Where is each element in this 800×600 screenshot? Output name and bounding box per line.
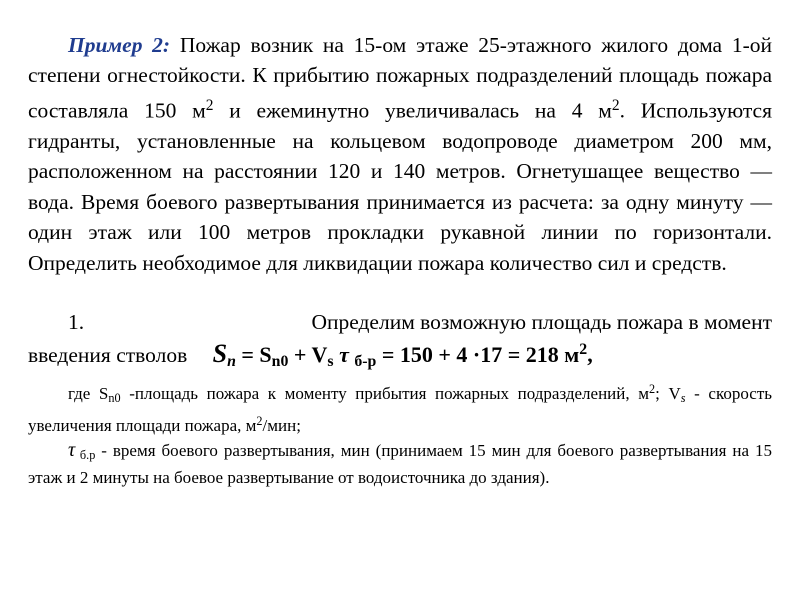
tau-sub: б.р xyxy=(75,448,96,463)
example-text-final: . Используются гидранты, установленные на кольцевом водопроводе диаметром 200 мм, расположенном на расстоянии 120 и 140 метров. Огнетушащее вещество — вода. Время боевого развертывания принимается из расчета: за одну минуту — один этаж или 100 метров прокладки рукавной линии по горизонтали. Определить необходимое для ликвидации пожара количество сил и средств. xyxy=(28,98,772,275)
unit-superscript: 2 xyxy=(205,96,214,114)
formula-sup: 2 xyxy=(579,340,588,358)
formula-Vs-sub: s xyxy=(327,352,334,370)
area-formula xyxy=(212,338,593,370)
formula-Sn0-sub: n0 xyxy=(271,352,289,370)
explanation-text: где S xyxy=(68,383,109,403)
formula-tau: τ xyxy=(333,341,355,367)
example-paragraph xyxy=(28,30,772,278)
explanation-sub: s xyxy=(680,391,686,405)
explanation-1 xyxy=(28,378,772,437)
explanation-text: - скорость увеличения площади пожара, м xyxy=(28,383,773,435)
explanation-2 xyxy=(28,439,772,489)
step-text-b: введения стволов xyxy=(28,342,188,367)
step-1 xyxy=(28,308,772,376)
explanation-sup: 2 xyxy=(649,381,656,396)
explanation-text: /мин; xyxy=(262,415,301,435)
formula-rest: = 150 + 4 ·17 = 218 м xyxy=(376,341,580,367)
spacer xyxy=(28,278,772,308)
explanation-sup: 2 xyxy=(256,413,263,428)
explanation-sub: n0 xyxy=(108,391,121,405)
unit-superscript: 2 xyxy=(611,96,620,114)
explanation-text: ; V xyxy=(655,383,681,403)
explanation-text: - время боевого развертывания, мин (принимаем 15 мин для боевого развертывания на 15 этаж и 2 минуты на боевое развертывание от водоисточника до здания). xyxy=(28,441,772,487)
formula-S: S xyxy=(212,338,228,368)
example-label: Пример 2: xyxy=(68,33,171,57)
example-text-continued: и ежеминутно увеличивалась на 4 м xyxy=(213,98,612,123)
step-text-a: Определим возможную площадь пожара в момент xyxy=(311,309,772,334)
step-1-first-line xyxy=(28,308,772,336)
tau-symbol: τ xyxy=(68,439,76,462)
formula-tau-sub: б-р xyxy=(354,352,377,370)
step-number: 1. xyxy=(68,309,85,334)
formula-end: , xyxy=(587,341,593,367)
explanation-text: -площадь пожара к моменту прибытия пожарных подразделений, м xyxy=(120,383,649,403)
step-1-second-line xyxy=(28,336,772,376)
example-text: Пожар возник на 15-ом этаже 25-этажного жилого дома 1-ой степени огнестойкости. К прибытию пожарных подразделений площадь пожара составляла 150 м xyxy=(28,33,772,123)
formula-plus: + V xyxy=(288,341,328,367)
formula-S-sub: n xyxy=(227,352,236,370)
slide-content xyxy=(28,30,772,489)
formula-eq: = S xyxy=(235,341,272,367)
